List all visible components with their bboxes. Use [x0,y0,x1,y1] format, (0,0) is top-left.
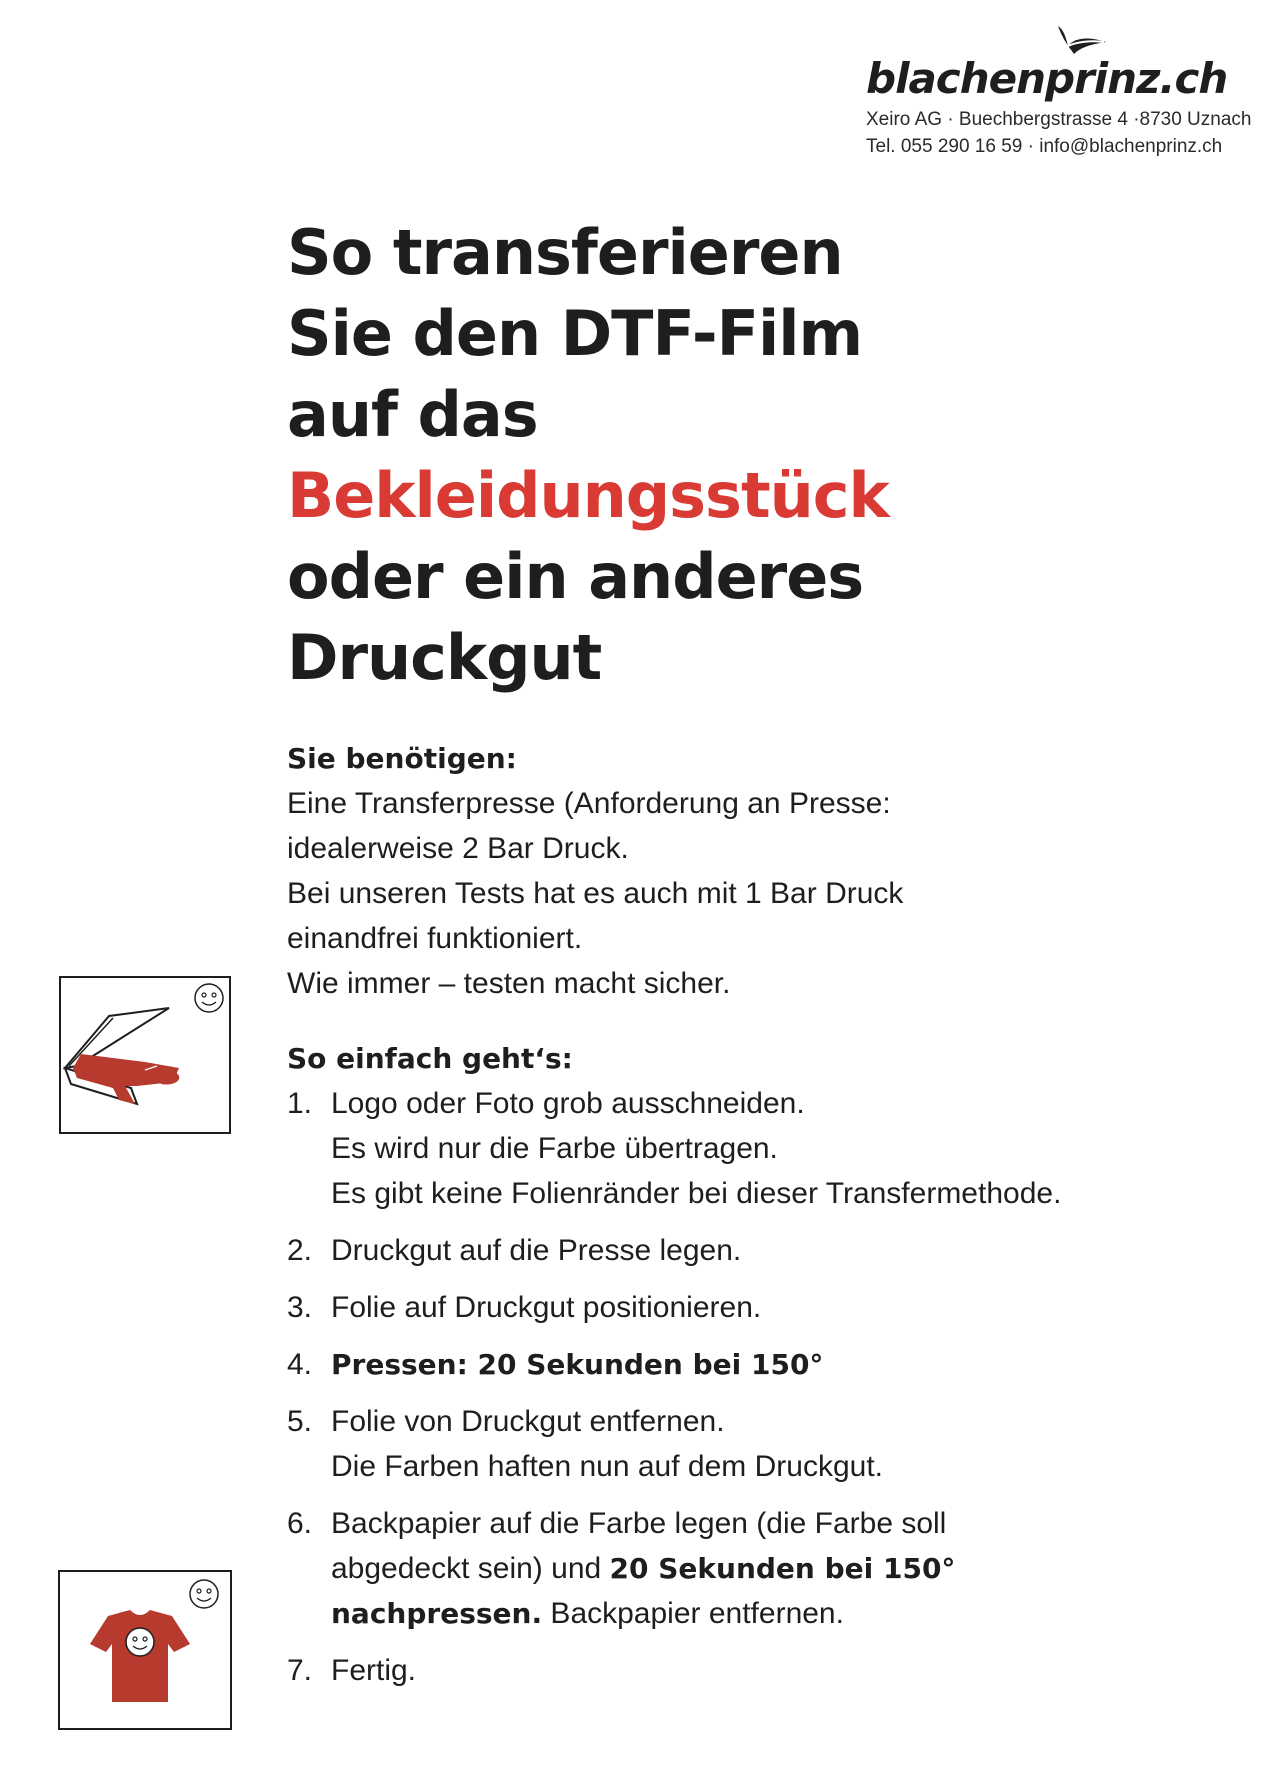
step-number: 6. [287,1507,313,1540]
company-logo [866,54,1266,103]
instructions [287,736,1247,1705]
step-text-plain: abgedeckt sein) und [331,1552,610,1585]
heat-press-icon [61,978,229,1132]
requirements-line: Bei unseren Tests hat es auch mit 1 Bar Druck [287,877,904,910]
step-7 [287,1648,1247,1693]
step-number: 5. [287,1405,313,1438]
step-2 [287,1228,1247,1273]
step-text [331,1546,1247,1591]
step-1 [287,1081,1247,1216]
step-text-bold: nachpressen. [331,1597,543,1630]
t-shirt-smiley-icon [60,1572,230,1728]
step-text: Druckgut auf die Presse legen. [331,1234,742,1267]
step-5 [287,1399,1247,1489]
smiley-icon [190,1580,218,1608]
smiley-icon [195,984,223,1012]
title-line-1: So transferieren [287,216,843,289]
step-text: Backpapier auf die Farbe legen (die Farbe soll [331,1507,947,1540]
heat-press-illustration [59,976,231,1134]
title-line-6: Druckgut [287,621,602,694]
company-address: Xeiro AG · Buechbergstrasse 4 ·8730 Uznach [866,109,1252,130]
requirements-line: einandfrei funktioniert. [287,922,583,955]
title-line-2: Sie den DTF-Film [287,297,863,370]
requirements-line: idealerweise 2 Bar Druck. [287,832,629,865]
page-title [287,212,889,698]
step-text [331,1591,1247,1636]
step-text: Fertig. [331,1654,417,1687]
step-text: Folie von Druckgut entfernen. [331,1405,725,1438]
step-text-plain: Backpapier entfernen. [542,1597,844,1630]
step-text: Logo oder Foto grob ausschneiden. [331,1087,805,1120]
step-number: 3. [287,1291,313,1324]
t-shirt-illustration [58,1570,232,1730]
step-number: 4. [287,1348,313,1381]
step-4 [287,1342,1247,1387]
step-text: Es wird nur die Farbe übertragen. [331,1132,778,1165]
step-text: Es gibt keine Folienränder bei dieser Transfermethode. [331,1177,1062,1210]
step-text: Die Farben haften nun auf dem Druckgut. [331,1450,883,1483]
step-text-bold: Pressen: 20 Sekunden bei 150° [331,1348,824,1381]
bird-logo-icon [1054,24,1114,64]
requirements-heading: Sie benötigen: [287,742,517,775]
company-header [866,30,1266,160]
step-number: 1. [287,1087,313,1120]
step-number: 7. [287,1654,313,1687]
logo-text: blachenprinz.ch [866,54,1228,103]
step-6 [287,1501,1247,1636]
title-line-5: oder ein anderes [287,540,864,613]
requirements-line: Eine Transferpresse (Anforderung an Presse: [287,787,891,820]
title-line-3: auf das [287,378,538,451]
company-contact: Tel. 055 290 16 59 · info@blachenprinz.ch [866,136,1223,157]
title-line-accent: Bekleidungsstück [287,459,889,532]
step-text: Folie auf Druckgut positionieren. [331,1291,762,1324]
steps-heading: So einfach geht‘s: [287,1042,573,1075]
step-3 [287,1285,1247,1330]
step-text-bold: 20 Sekunden bei 150° [609,1552,956,1585]
steps-list [287,1081,1247,1693]
requirements-line: Wie immer – testen macht sicher. [287,967,731,1000]
step-number: 2. [287,1234,313,1267]
